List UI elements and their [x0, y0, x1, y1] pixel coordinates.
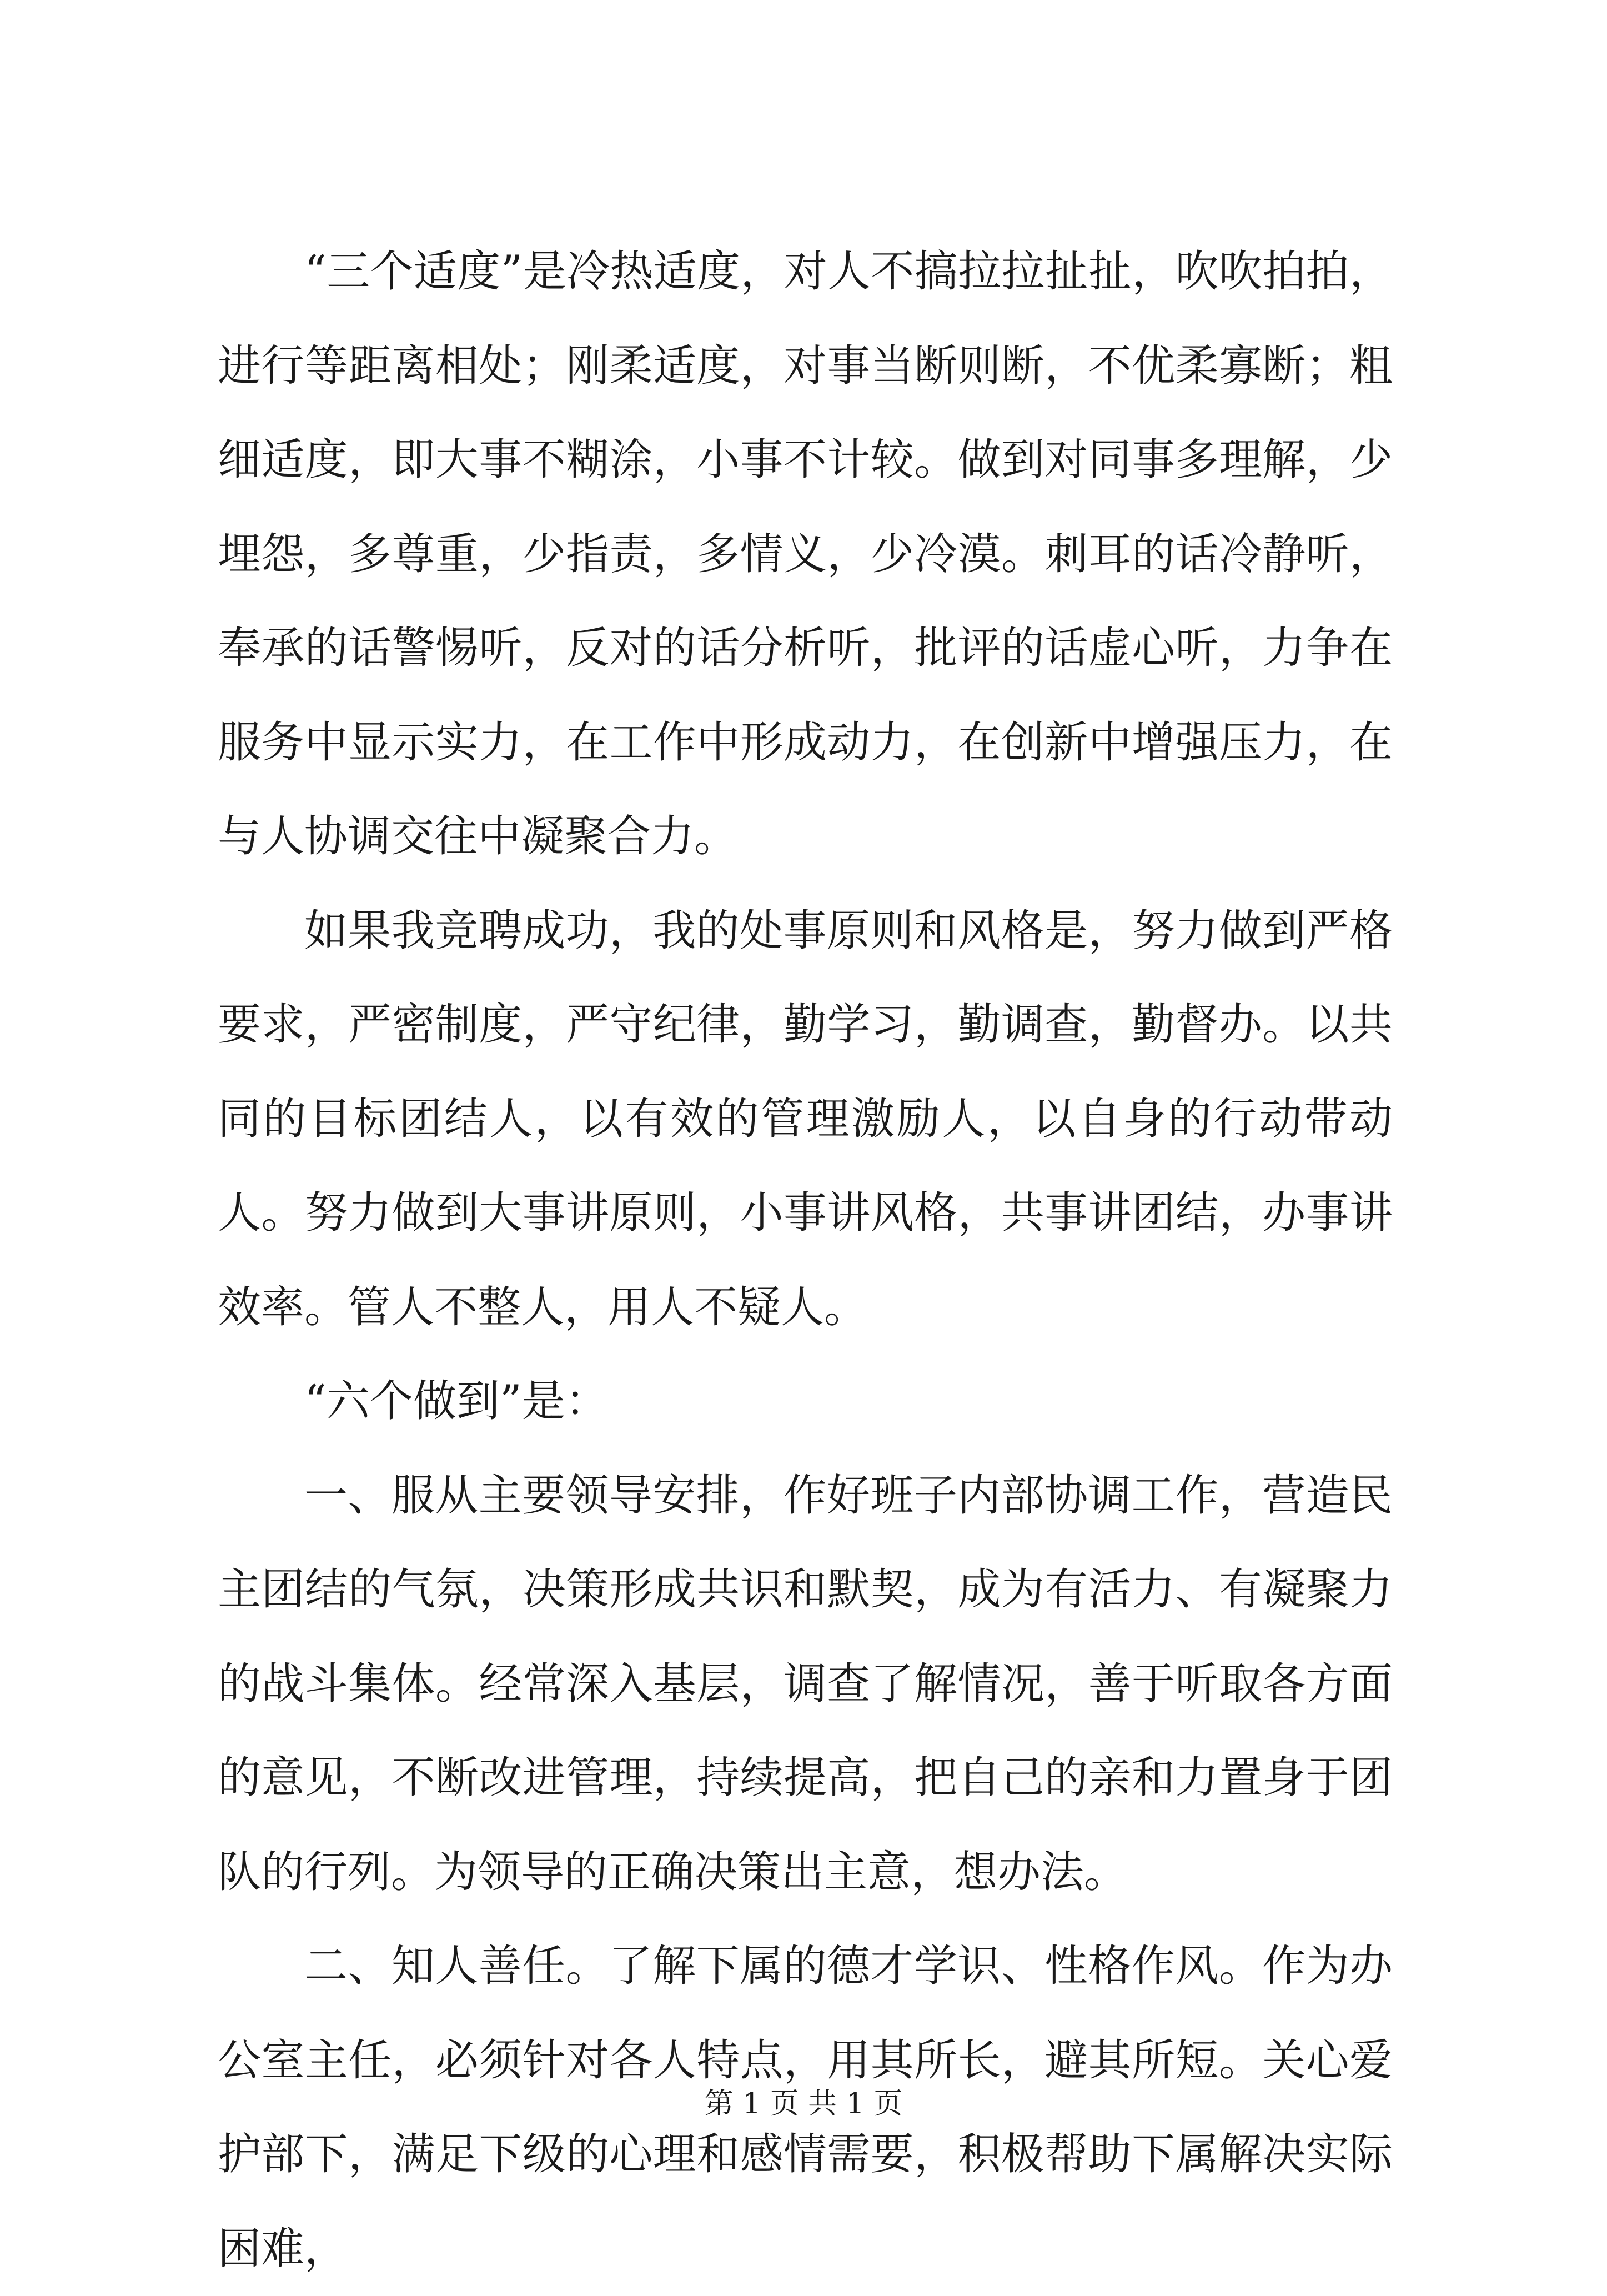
- paragraph-six-achievements-heading: “六个做到”是：: [304, 1376, 609, 1426]
- paragraph-item-one: 一、服从主要领导安排，作好班子内部协调工作，营造民主团结的气氛，决策形成共识和默契，成为有活力、有凝聚力的战斗集体。经常深入基层，调查了解情况，善于听取各方面的意见，不断改进管理，持续提高，把自己的亲和力置身于团队的行列。为领导的正确决策出主意，想办法。: [218, 1470, 1393, 1897]
- paragraph-item-two: 二、知人善任。了解下属的德才学识、性格作风。作为办公室主任，必须针对各人特点，用其所长，避其所短。关心爱护部下，满足下级的心理和感情需要，积极帮助下属解决实际困难，: [218, 1941, 1393, 2274]
- paragraph-three-moderations: “三个适度”是冷热适度，对人不搞拉拉扯扯，吹吹拍拍，进行等距离相处；刚柔适度，对事当断则断，不优柔寡断；粗细适度，即大事不糊涂，小事不计较。做到对同事多理解，少埋怨，多尊重，少指责，多情义，少冷漠。刺耳的话冷静听，奉承的话警惕听，反对的话分析听，批评的话虚心听，力争在服务中显示实力，在工作中形成动力，在创新中增强压力，在与人协调交往中凝聚合力。: [218, 247, 1393, 861]
- page-footer: 第 1 页 共 1 页: [704, 2087, 903, 2120]
- paragraph-principles: 如果我竞聘成功，我的处事原则和风格是，努力做到严格要求，严密制度，严守纪律，勤学习，勤调查，勤督办。以共同的目标团结人，以有效的管理激励人，以自身的行动带动人。努力做到大事讲原则，小事讲风格，共事讲团结，办事讲效率。管人不整人，用人不疑人。: [218, 905, 1393, 1332]
- document-body: [218, 225, 1393, 2296]
